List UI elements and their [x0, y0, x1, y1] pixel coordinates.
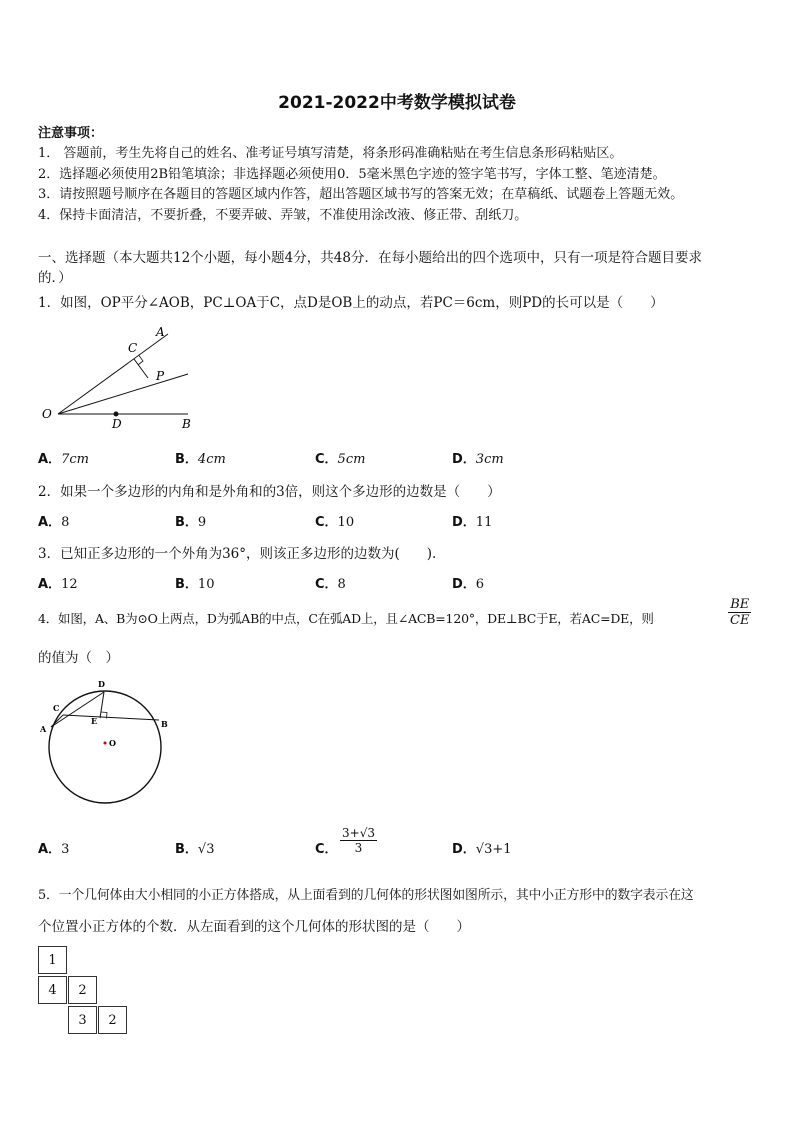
- grid-cell: 4: [38, 976, 67, 1004]
- q4-option-d[interactable]: [452, 838, 512, 857]
- option-letter: D．: [452, 515, 476, 530]
- q2-option-d[interactable]: [452, 511, 492, 530]
- label-p: P: [156, 369, 165, 383]
- option-value: 4cm: [197, 452, 226, 467]
- question-1-stem: 1．如图，OP平分∠AOB，PC⊥OA于C，点D是OB上的动点，若PC＝6cm，则PD的长可以是（ ）: [38, 295, 664, 311]
- option-letter: B．: [175, 515, 198, 530]
- question-4-stem: 4．如图，A、B为⊙O上两点，D为弧AB的中点，C在弧AD上，且∠ACB=120°，DE⊥BC于E，若AC=DE，则: [38, 611, 654, 626]
- fraction-numerator: 3+√3: [342, 826, 375, 840]
- fraction-numerator: BE: [728, 597, 751, 613]
- notice-heading: 注意事项：: [38, 126, 104, 141]
- grid-cell: 2: [98, 1006, 127, 1034]
- label-b: B: [161, 719, 168, 729]
- option-value: 10: [337, 515, 355, 530]
- option-letter: A．: [38, 577, 62, 592]
- option-letter: B．: [175, 577, 198, 592]
- section-heading-line1: 一、选择题（本大题共12个小题，每小题4分，共48分．在每小题给出的四个选项中，只有一项是符合题目要求: [38, 250, 702, 266]
- chord-cb: [63, 715, 159, 720]
- center-dot: [104, 742, 107, 745]
- q1-option-d[interactable]: [452, 448, 504, 467]
- option-value: 7cm: [61, 452, 89, 467]
- page-title: 2021-2022中考数学模拟试卷: [278, 93, 516, 113]
- circle-o: [49, 691, 161, 803]
- q4-option-b[interactable]: [175, 838, 214, 857]
- option-value: 3cm: [475, 452, 504, 467]
- q2-option-b[interactable]: [175, 511, 206, 530]
- ray-op: [58, 374, 188, 414]
- option-letter: C．: [315, 452, 338, 467]
- q3-option-b[interactable]: [175, 573, 214, 592]
- label-d: D: [98, 679, 105, 689]
- grid-cell: 1: [38, 946, 67, 974]
- q2-option-c[interactable]: [315, 511, 354, 530]
- option-letter: A．: [38, 515, 62, 530]
- top-view-grid: [38, 946, 130, 1036]
- right-angle-mark: [139, 356, 144, 365]
- q3-option-a[interactable]: [38, 573, 78, 592]
- option-letter: C．: [315, 842, 338, 857]
- q3-option-d[interactable]: [452, 573, 484, 592]
- notice-item-3: 3．请按照题号顺序在各题目的答题区域内作答，超出答题区域书写的答案无效；在草稿纸、试题卷上答题无效。: [38, 187, 684, 202]
- q4-option-c-fraction: [340, 826, 377, 855]
- question-5-stem-line2: 个位置小正方体的个数．从左面看到的这个几何体的形状图的是（ ）: [38, 919, 470, 935]
- option-letter: C．: [315, 515, 338, 530]
- option-letter: C．: [315, 577, 338, 592]
- question-1-figure: [36, 322, 206, 432]
- grid-cell: 2: [68, 976, 97, 1004]
- option-value: √3: [197, 842, 215, 857]
- label-o: O: [109, 738, 116, 748]
- label-e: E: [91, 716, 98, 726]
- option-letter: A．: [38, 452, 62, 467]
- q3-option-c[interactable]: [315, 573, 346, 592]
- option-value: 9: [197, 515, 207, 530]
- option-letter: B．: [175, 842, 198, 857]
- grid-cell: 3: [68, 1006, 97, 1034]
- ray-oa: [58, 334, 168, 414]
- option-value: 3: [61, 842, 70, 857]
- option-value: √3+1: [475, 842, 512, 857]
- option-letter: D．: [452, 577, 476, 592]
- fraction-denominator: 3: [354, 841, 363, 855]
- label-a: A: [40, 724, 47, 734]
- label-c: C: [53, 703, 60, 713]
- segment-de: [100, 692, 104, 718]
- q1-option-b[interactable]: [175, 448, 226, 467]
- question-4-stem-end: 的值为（ ）: [38, 650, 119, 666]
- label-c: C: [128, 341, 138, 355]
- option-value: 8: [61, 515, 70, 530]
- chord-ac: [51, 715, 63, 727]
- question-2-stem: 2．如果一个多边形的内角和是外角和的3倍，则这个多边形的边数是（ ）: [38, 484, 501, 500]
- notice-item-1: 1． 答题前，考生先将自己的姓名、准考证号填写清楚，将条形码准确粘贴在考生信息条形码粘贴区。: [38, 146, 623, 161]
- section-heading-line2: 的．）: [38, 270, 72, 286]
- option-value: 11: [475, 515, 493, 530]
- option-letter: A．: [38, 842, 62, 857]
- q1-option-a[interactable]: [38, 448, 89, 467]
- option-value: 8: [337, 577, 346, 592]
- q2-option-a[interactable]: [38, 511, 69, 530]
- q4-option-c[interactable]: [315, 838, 338, 857]
- notice-item-4: 4．保持卡面清洁，不要折叠，不要弄破、弄皱，不准使用涂改液、修正带、刮纸刀。: [38, 208, 528, 223]
- point-d: [114, 412, 119, 417]
- question-5-stem-line1: 5．一个几何体由大小相同的小正方体搭成，从上面看到的几何体的形状图如图所示，其中小正方形中的数字表示在这: [38, 888, 694, 903]
- segment-pc: [134, 359, 148, 378]
- option-value: 6: [475, 577, 485, 592]
- label-d: D: [112, 417, 122, 431]
- q1-option-c[interactable]: [315, 448, 365, 467]
- q4-option-a[interactable]: [38, 838, 69, 857]
- option-letter: D．: [452, 452, 476, 467]
- option-value: 10: [197, 577, 215, 592]
- fraction-denominator: CE: [730, 613, 750, 628]
- question-3-stem: 3．已知正多边形的一个外角为36°，则该正多边形的边数为( ).: [38, 546, 437, 562]
- label-o: O: [42, 407, 52, 421]
- q4-fraction: [728, 597, 751, 628]
- option-letter: B．: [175, 452, 198, 467]
- option-value: 12: [61, 577, 78, 592]
- label-b: B: [182, 417, 191, 431]
- label-a: A: [156, 325, 165, 339]
- option-letter: D．: [452, 842, 476, 857]
- question-4-figure: [36, 675, 176, 805]
- notice-item-2: 2．选择题必须使用2B铅笔填涂；非选择题必须使用0．5毫米黑色字迹的签字笔书写，字体工整、笔迹清楚。: [38, 167, 666, 182]
- option-value: 5cm: [337, 452, 366, 467]
